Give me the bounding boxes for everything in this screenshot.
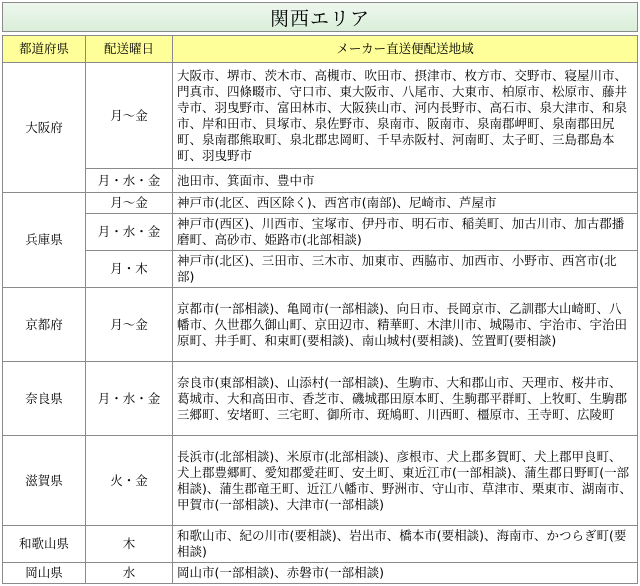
- delivery-cities: 岡山市(一部相談)、赤磐市(一部相談): [173, 563, 638, 584]
- delivery-cities: 和歌山市、紀の川市(要相談)、岩出市、橋本市(要相談)、海南市、かつらぎ町(要相談): [173, 526, 638, 563]
- delivery-cities: 神戸市(北区、西区除く)、西宮市(南部)、尼崎市、芦屋市: [173, 193, 638, 214]
- delivery-days: 月～金: [86, 288, 173, 362]
- table-row: [3, 288, 638, 362]
- table-row: [3, 362, 638, 436]
- delivery-days: 月～金: [86, 63, 173, 169]
- table-row: [3, 436, 638, 526]
- header-prefecture: 都道府県: [3, 36, 86, 63]
- header-days: 配送曜日: [86, 36, 173, 63]
- delivery-cities: 奈良市(東部相談)、山添村(一部相談)、生駒市、大和郡山市、天理市、桜井市、葛城市、大和高田市、香芝市、磯城郡田原本町、生駒郡平群町、上牧町、生駒郡三郷町、安堵町、三宅町、御所市、斑鳩町、川西町、橿原市、王寺町、広陵町: [173, 362, 638, 436]
- delivery-cities: 神戸市(西区)、川西市、宝塚市、伊丹市、明石市、稲美町、加古川市、加古郡播磨町、高砂市、姫路市(北部相談): [173, 214, 638, 251]
- delivery-days: 木: [86, 526, 173, 563]
- delivery-area-table: [2, 35, 638, 584]
- page-title: 関西エリア: [269, 7, 370, 30]
- title-bar: [2, 2, 638, 32]
- delivery-cities: 長浜市(北部相談)、米原市(北部相談)、彦根市、犬上郡多賀町、犬上郡甲良町、犬上郡豊郷町、愛知郡愛荘町、安土町、東近江市(一部相談)、蒲生郡日野町(一部相談)、蒲生郡竜王町、近江八幡市、野洲市、守山市、草津市、栗東市、湖南市、甲賀市(一部相談)、大津市(一部相談): [173, 436, 638, 526]
- header-areas: メーカー直送便配送地域: [173, 36, 638, 63]
- delivery-days: 月・水・金: [86, 169, 173, 193]
- table-row: [3, 193, 638, 214]
- header-row: [3, 36, 638, 63]
- delivery-days: 月・水・金: [86, 362, 173, 436]
- table-row: [3, 63, 638, 169]
- delivery-days: 月・木: [86, 251, 173, 288]
- table-row: [3, 251, 638, 288]
- table-row: [3, 169, 638, 193]
- delivery-days: 月・水・金: [86, 214, 173, 251]
- delivery-cities: 神戸市(北区)、三田市、三木市、加東市、西脇市、加西市、小野市、西宮市(北部): [173, 251, 638, 288]
- table-row: [3, 563, 638, 584]
- prefecture-name: 滋賀県: [3, 436, 86, 526]
- prefecture-name: 岡山県: [3, 563, 86, 584]
- delivery-days: 火・金: [86, 436, 173, 526]
- prefecture-name: 奈良県: [3, 362, 86, 436]
- prefecture-name: 京都府: [3, 288, 86, 362]
- delivery-days: 月～金: [86, 193, 173, 214]
- prefecture-name: 和歌山県: [3, 526, 86, 563]
- delivery-days: 水: [86, 563, 173, 584]
- table-row: [3, 214, 638, 251]
- delivery-cities: 京都市(一部相談)、亀岡市(一部相談)、向日市、長岡京市、乙訓郡大山崎町、八幡市、久世郡久御山町、京田辺市、精華町、木津川市、城陽市、宇治市、宇治田原町、井手町、和束町(要相談)、南山城村(要相談)、笠置町(要相談): [173, 288, 638, 362]
- table-row: [3, 526, 638, 563]
- delivery-cities: 池田市、箕面市、豊中市: [173, 169, 638, 193]
- delivery-cities: 大阪市、堺市、茨木市、高槻市、吹田市、摂津市、枚方市、交野市、寝屋川市、門真市、四條畷市、守口市、東大阪市、八尾市、大東市、柏原市、松原市、藤井寺市、羽曳野市、富田林市、大阪狭山市、河内長野市、高石市、泉大津市、和泉市、岸和田市、貝塚市、泉佐野市、泉南市、阪南市、泉南郡岬町、泉南郡田尻町、泉南郡熊取町、泉北郡忠岡町、千早赤阪村、河南町、太子町、三島郡島本町、羽曳野市: [173, 63, 638, 169]
- prefecture-name: 兵庫県: [3, 193, 86, 288]
- prefecture-name: 大阪府: [3, 63, 86, 193]
